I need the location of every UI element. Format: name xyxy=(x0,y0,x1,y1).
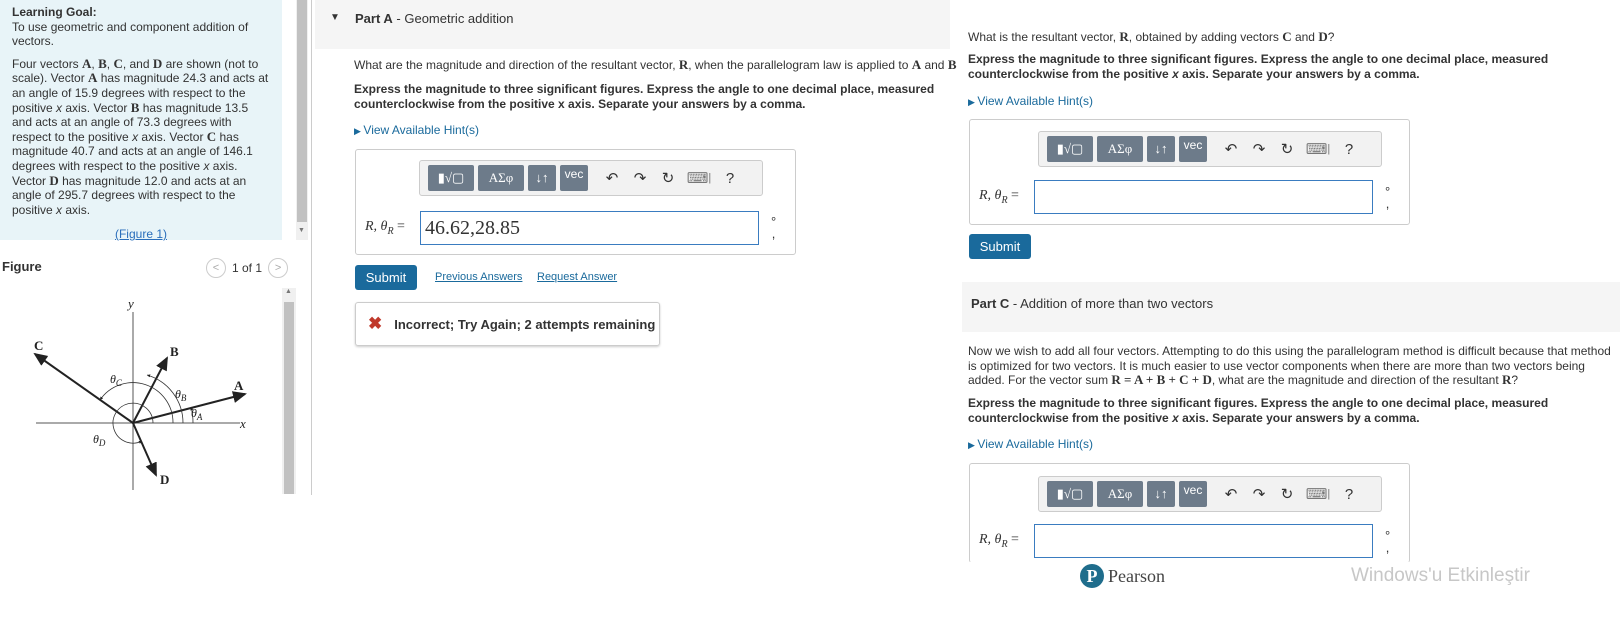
reset-icon[interactable]: ↻ xyxy=(1280,486,1294,503)
pearson-p-icon: P xyxy=(1080,564,1104,588)
theta-a-label: $\theta_A$ xyxy=(191,406,203,422)
panel-divider xyxy=(311,0,312,495)
figure-link[interactable]: (Figure 1) xyxy=(114,227,167,242)
learning-goal-heading: Learning Goal: xyxy=(12,5,97,19)
redo-icon[interactable]: ↷ xyxy=(1252,141,1266,158)
caret-right-icon: ▶ xyxy=(968,97,978,107)
reset-icon[interactable]: ↻ xyxy=(1280,141,1294,158)
part-c-question: Now we wish to add all four vectors. Attempting to do this using the parallelogram method is difficult because that method is optimized for two vectors. It is much easier to use vector components when there are more than two vectors being added. For the vector sum R = A + B + C + D, what are the magnitude and direction of the resultant R? xyxy=(968,344,1611,387)
help-icon[interactable]: ? xyxy=(725,169,735,187)
part-a-answer-label: R, $\theta_R$ = xyxy=(365,219,405,237)
part-c-answer-label: R, $\theta_R$ = xyxy=(979,532,1019,550)
part-b-math-toolbar xyxy=(1038,131,1382,167)
figure-scrollbar-thumb[interactable] xyxy=(284,302,294,494)
vector-a-label: A xyxy=(234,378,244,393)
part-c-title: Part C - Addition of more than two vectors xyxy=(971,296,1214,311)
help-icon[interactable]: ? xyxy=(1344,140,1354,158)
vector-diagram xyxy=(0,290,280,500)
part-b-unit: ° , xyxy=(1385,184,1391,211)
part-a-unit: ° , xyxy=(771,214,777,241)
part-c-header[interactable] xyxy=(962,282,1620,332)
arrows-button[interactable]: ↓↑ xyxy=(1147,136,1175,162)
feedback-text: Incorrect; Try Again; 2 attempts remaining xyxy=(394,316,656,332)
arrows-button[interactable]: ↓↑ xyxy=(1147,481,1175,507)
learning-goal-panel xyxy=(0,0,282,240)
scroll-down-icon[interactable]: ▼ xyxy=(298,227,305,234)
x-axis-label: x xyxy=(240,416,246,431)
templates-button[interactable]: ▮√▢ xyxy=(428,165,474,191)
part-c-hint-link[interactable]: ▶ View Available Hint(s) xyxy=(968,437,1094,451)
figure-scrollbar[interactable] xyxy=(282,288,296,494)
help-icon[interactable]: ? xyxy=(1344,485,1354,503)
vec-button[interactable]: vec xyxy=(1179,481,1207,507)
part-a-answer-input[interactable]: 46.62,28.85 xyxy=(420,211,759,245)
vector-b xyxy=(133,358,167,423)
part-c-unit: ° , xyxy=(1385,528,1391,555)
greek-symbols-button[interactable]: ΑΣφ xyxy=(1097,136,1143,162)
windows-activation-watermark: Windows'u Etkinleştir xyxy=(1351,565,1530,586)
vector-c-label: C xyxy=(34,338,44,353)
caret-right-icon: ▶ xyxy=(354,126,364,136)
learning-goal-description: Four vectors A, B, C, and D are shown (not to scale). Vector A has magnitude 24.3 and acts at an angle of 15.9 degrees with respect to the positive x axis. Vector B has magnitude 13.5 and acts at an angle of 73.3 degrees with respect to the positive x axis. Vector C has magnitude 40.7 and acts at an angle of 146.1 degrees with respect to the positive x axis. Vector D has magnitude 12.0 and acts at an angle of 295.7 degrees with respect to the positive x axis. xyxy=(12,55,269,217)
keyboard-icon[interactable]: ⌨ | xyxy=(1305,141,1331,158)
vector-c xyxy=(35,354,133,423)
part-a-hint-link[interactable]: ▶ View Available Hint(s) xyxy=(354,123,480,137)
part-a-feedback xyxy=(355,302,660,346)
pearson-logo[interactable] xyxy=(1080,564,1165,588)
chevron-right-icon: > xyxy=(274,262,282,274)
goal-scrollbar[interactable] xyxy=(296,0,308,240)
caret-right-icon: ▶ xyxy=(968,440,978,450)
keyboard-icon[interactable]: ⌨ | xyxy=(686,170,712,187)
part-c-math-toolbar xyxy=(1038,476,1382,512)
redo-icon[interactable]: ↷ xyxy=(1252,486,1266,503)
vec-button[interactable]: vec xyxy=(1179,136,1207,162)
chevron-left-icon: < xyxy=(212,262,220,274)
undo-icon[interactable]: ↶ xyxy=(605,170,619,187)
theta-c-label: $\theta_C$ xyxy=(110,372,122,388)
redo-icon[interactable]: ↷ xyxy=(633,170,647,187)
vector-d xyxy=(133,423,156,475)
part-b-instruction: Express the magnitude to three significant figures. Express the angle to one decimal place, measured counterclockwise from the positive x axis. Separate your answers by a comma. xyxy=(968,52,1549,81)
part-b-submit-button[interactable]: Submit xyxy=(969,234,1031,259)
pearson-wordmark: Pearson xyxy=(1108,565,1165,586)
part-b-answer-input[interactable] xyxy=(1034,180,1373,214)
theta-b-label: $\theta_B$ xyxy=(175,387,187,403)
undo-icon[interactable]: ↶ xyxy=(1224,141,1238,158)
templates-button[interactable]: ▮√▢ xyxy=(1047,481,1093,507)
part-a-instruction: Express the magnitude to three significant figures. Express the angle to one decimal place, measured counterclockwise from the positive x axis. Separate your answers by a comma. xyxy=(354,82,935,111)
next-figure-button[interactable] xyxy=(268,258,288,278)
vector-b-label: B xyxy=(170,344,179,359)
vector-a xyxy=(133,394,245,423)
figure-page-count: 1 of 1 xyxy=(232,261,263,275)
part-a-math-toolbar xyxy=(419,160,763,196)
figure-pager xyxy=(206,258,288,278)
part-c-instruction: Express the magnitude to three significant figures. Express the angle to one decimal place, measured counterclockwise from the positive x axis. Separate your answers by a comma. xyxy=(968,396,1549,425)
part-b-question: What is the resultant vector, R, obtained by adding vectors C and D? xyxy=(968,29,1335,44)
part-a-header[interactable] xyxy=(315,0,950,49)
part-a-question: What are the magnitude and direction of the resultant vector, R, when the parallelogram law is applied to A and B xyxy=(354,57,957,72)
arrows-button[interactable]: ↓↑ xyxy=(528,165,556,191)
keyboard-icon[interactable]: ⌨ | xyxy=(1305,486,1331,503)
part-a-submit-button[interactable]: Submit xyxy=(355,265,417,290)
goal-scrollbar-thumb[interactable] xyxy=(297,0,307,222)
greek-symbols-button[interactable]: ΑΣφ xyxy=(1097,481,1143,507)
reset-icon[interactable]: ↻ xyxy=(661,170,675,187)
templates-button[interactable]: ▮√▢ xyxy=(1047,136,1093,162)
previous-answers-link[interactable]: Previous Answers xyxy=(435,271,523,283)
part-b-hint-link[interactable]: ▶ View Available Hint(s) xyxy=(968,94,1094,108)
theta-d-label: $\theta_D$ xyxy=(93,432,106,448)
vec-button[interactable]: vec xyxy=(560,165,588,191)
undo-icon[interactable]: ↶ xyxy=(1224,486,1238,503)
part-a-title: Part A - Geometric addition xyxy=(355,11,514,26)
learning-goal-intro: To use geometric and component addition of vectors. xyxy=(12,19,249,49)
prev-figure-button[interactable] xyxy=(206,258,226,278)
figure-title: Figure xyxy=(2,259,42,274)
greek-symbols-button[interactable]: ΑΣφ xyxy=(478,165,524,191)
vector-d-label: D xyxy=(160,472,170,487)
collapse-caret-icon[interactable]: ▼ xyxy=(330,12,340,23)
y-axis-label: y xyxy=(128,296,134,311)
request-answer-link[interactable]: Request Answer xyxy=(537,271,618,283)
part-c-answer-input[interactable] xyxy=(1034,524,1373,558)
scroll-up-icon[interactable]: ▲ xyxy=(285,288,292,295)
error-x-icon: ✖ xyxy=(368,314,383,333)
part-b-answer-label: R, $\theta_R$ = xyxy=(979,188,1019,206)
